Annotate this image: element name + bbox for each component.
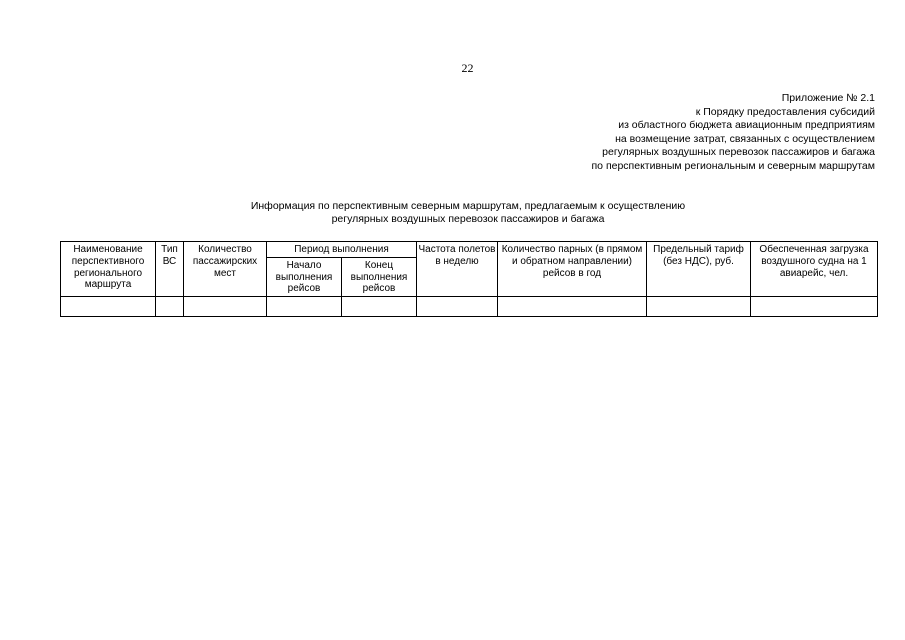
table-cell: [498, 297, 647, 317]
header-aircraft-type: Тип ВС: [156, 242, 184, 297]
appendix-line: на возмещение затрат, связанных с осуществлением: [615, 132, 875, 145]
header-frequency: Частота полетов в неделю: [417, 242, 498, 297]
page-number: 22: [461, 61, 474, 75]
appendix-line: по перспективным региональным и северным маршрутам: [591, 159, 875, 172]
table-cell: [156, 297, 184, 317]
header-route-name: Наименование перспективного регионального маршрута: [61, 242, 156, 297]
document-title: [0, 200, 905, 226]
table-cell: [267, 297, 342, 317]
header-period-end: Конец выполнения рейсов: [342, 257, 417, 296]
table-cell: [751, 297, 878, 317]
header-period: Период выполнения: [267, 242, 417, 258]
header-load: Обеспеченная загрузка воздушного судна на 1 авиарейс, чел.: [751, 242, 878, 297]
table-cell: [647, 297, 751, 317]
header-tariff: Предельный тариф (без НДС), руб.: [647, 242, 751, 297]
routes-table: [60, 241, 878, 317]
header-period-start: Начало выполнения рейсов: [267, 257, 342, 296]
header-paired-flights: Количество парных (в прямом и обратном направлении) рейсов в год: [498, 242, 647, 297]
appendix-line: Приложение № 2.1: [781, 92, 875, 104]
table-cell: [417, 297, 498, 317]
table-row: [61, 297, 878, 317]
appendix-line: регулярных воздушных перевозок пассажиров и багажа: [602, 146, 875, 159]
title-line: Информация по перспективным северным маршрутам, предлагаемым к осуществлению: [250, 200, 686, 212]
table-cell: [184, 297, 267, 317]
header-seats: Количество пассажирских мест: [184, 242, 267, 297]
appendix-header: [592, 92, 876, 174]
table-cell: [342, 297, 417, 317]
table-cell: [61, 297, 156, 317]
appendix-line: к Порядку предоставления субсидий: [695, 105, 875, 118]
appendix-line: из областного бюджета авиационным предприятиям: [618, 119, 875, 132]
title-line: регулярных воздушных перевозок пассажиров и багажа: [331, 213, 605, 225]
